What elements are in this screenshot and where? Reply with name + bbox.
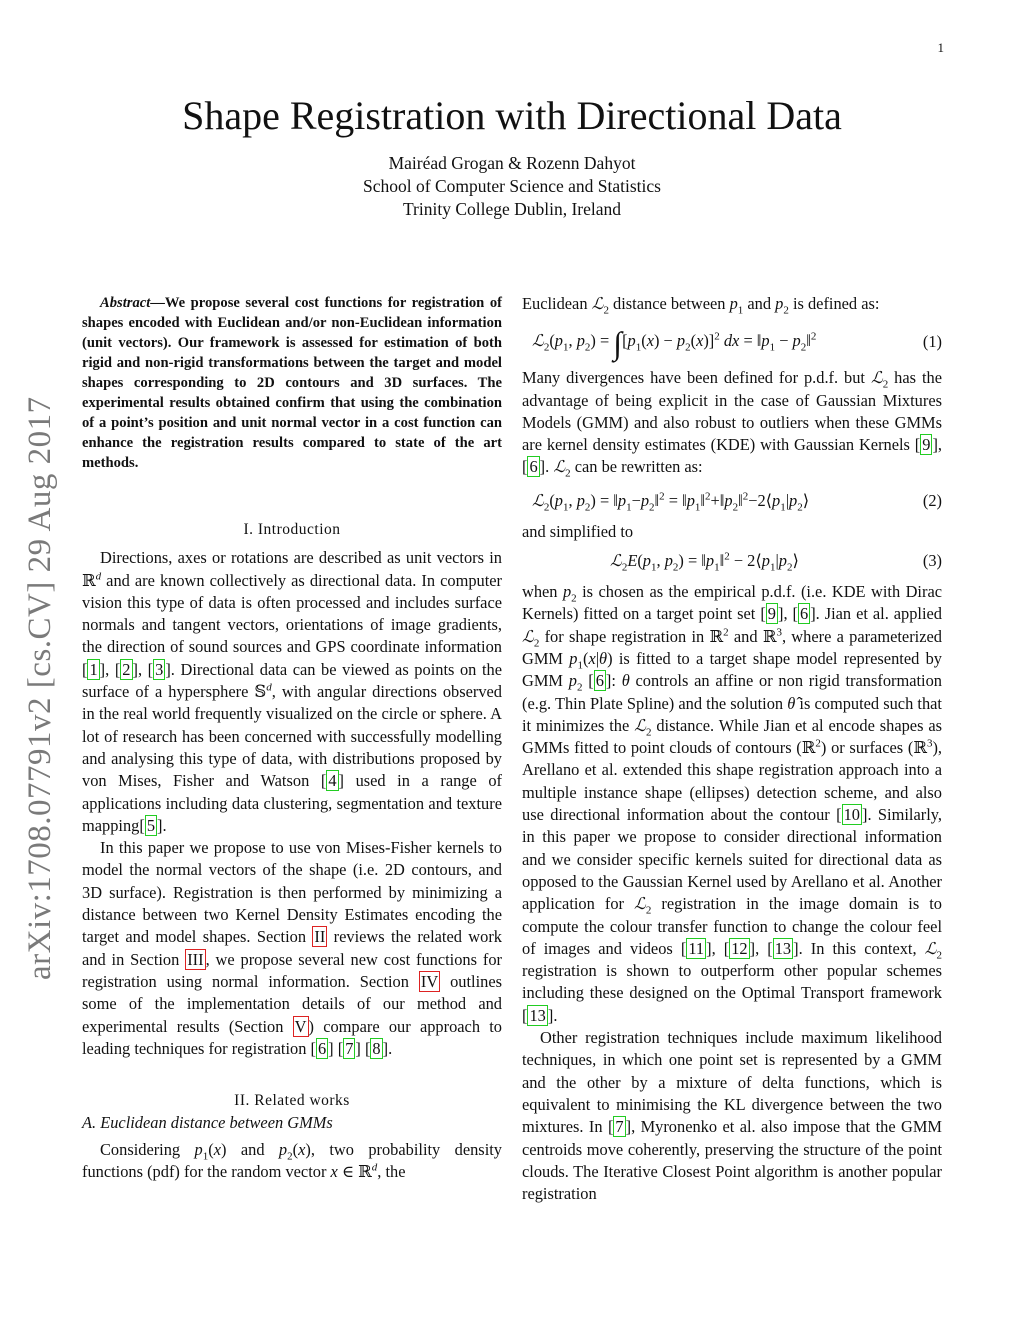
l2-definition-intro: Euclidean ℒ$_2$ distance between $p_1$ and $p_2$ is defined as: [522, 294, 880, 317]
section-link[interactable]: III [187, 949, 204, 969]
citation-link[interactable]: 9 [922, 435, 931, 455]
subsection-heading-euclidean: A. Euclidean distance between GMMs [82, 1113, 333, 1133]
author-institution: Trinity College Dublin, Ireland [402, 199, 622, 219]
section-link[interactable]: IV [420, 971, 439, 991]
section-link[interactable]: II [314, 927, 326, 947]
arxiv-identifier-stamp: arXiv:1708.07791v2 [cs.CV] 29 Aug 2017 [22, 396, 58, 980]
equation-1: $ℒ_2(p_1$, $p_2) = \int[p_1(x) - p_2(x)]^2$ dx = $‖p_1$ − $p_2‖^2$ (1) [532, 325, 942, 362]
citation-link[interactable]: 6 [529, 457, 538, 477]
section-link[interactable]: V [294, 1016, 307, 1036]
section-heading-related-works: II. Related works [234, 1092, 350, 1110]
citation-link[interactable]: 4 [328, 771, 337, 791]
citation-link[interactable]: 10 [843, 805, 860, 825]
equation-2: $ℒ_2(p_1$, $p_2$) = $‖p_1-p_2‖^2$ = $‖p_1‖^2+‖p_2‖^2-2⟨p_1|p_2⟩$ (2) [532, 490, 942, 513]
intro-paragraph-1: Directions, axes or rotations are described as unit vectors in ℝ$^d$ and are known collectively as directional data. In computer vision this type of data is often processed and includes surface normals and tangent vectors, orientations of image gradients, the direction of sound sources and GPS coordinate information [ 1 ], [ 2 ], [ 3 ]. Directional data can be viewed as points on the surface of a hypersphere 𝕊$^d$, with angular directions observed in the real world frequently visualized on the circle or sphere. A lot of research has been concerned with successfully modelling and analysing this type of data, with distributions proposed by von Mises, Fisher and Watson [ 4 ] used in a range of applications including data clustering, segmentation and texture mapping[ 5 ]. [82, 548, 502, 835]
related-paragraph-1: Considering $p_1(x)$ and $p_2(x)$, two probability density functions (pdf) for the random vector x ∈ ℝ$^d$, the [82, 1139, 502, 1182]
abstract [82, 293, 502, 473]
paper-title: Shape Registration with Directional Data [182, 93, 842, 138]
citation-link[interactable]: 3 [155, 659, 164, 679]
abstract-label: Abstract [100, 295, 151, 311]
citation-link[interactable]: 6 [317, 1038, 327, 1058]
right-column [522, 293, 942, 1205]
citation-link[interactable]: 13 [774, 938, 792, 958]
citation-link[interactable]: 5 [146, 815, 156, 835]
author-names: Mairéad Grogan & Rozenn Dahyot [388, 153, 636, 173]
section-heading-introduction: I. Introduction [243, 521, 341, 538]
citation-link[interactable]: 9 [767, 604, 776, 624]
equation-number: (2) [922, 490, 942, 510]
author-school: School of Computer Science and Statistics [363, 176, 661, 196]
jian-paragraph: when $p_2$ is chosen as the empirical p.d.f. (i.e. KDE with Dirac Kernels) fitted on a target point set [ 9 ], [ 6 ]. Jian et al. applied ℒ$_2$ for shape registration in ℝ$^2$ and ℝ$^3$, where a parameterized GMM $p_1(x|\theta)$ is fitted to a target shape model represented by GMM $p_2$ [ 6 ]: θ controls an affine or non rigid transformation (e.g. Thin Plate Spline) and the solution θ̂ is computed such that it minimizes the ℒ$_2$ distance. While Jian et al encode shapes as GMMs fitted to point clouds of contours (ℝ$^2$) or surfaces (ℝ$^3$), Arellano et al. extended this shape registration approach into a multiple instance shape (ellipses) detection scheme, and also use directional information about the contour [ 10 ]. Similarly, in this paper we propose to consider directional information and we consider specific kernels suited for directional data as opposed to the Gaussian Kernel used by Arellano et al. Another application for ℒ$_2$ registration in the image domain is to compute the colour transfer function to change the colour feel of images and videos [ 11 ], [ 12 ], [ 13 ]. In this context, ℒ$_2$ registration is shown to outperform other popular schemes including these designed on the Optimal Transport framework [ 13 ]. [522, 582, 943, 1025]
equation-number: (3) [922, 550, 942, 570]
simplified-text: and simplified to [522, 521, 634, 541]
citation-link[interactable]: 8 [372, 1038, 381, 1058]
citation-link[interactable]: 6 [799, 604, 809, 624]
citation-link[interactable]: 1 [89, 659, 98, 679]
citation-link[interactable]: 7 [615, 1117, 624, 1137]
divergence-paragraph: Many divergences have been defined for p.d.f. but ℒ$_2$ has the advantage of being explicit in the case of Gaussian Mixtures Models (GMM) and also robust to outliers when these GMMs are kernel density estimates (KDE) with Gaussian Kernels [ 9 ], [ 6 ]. ℒ$_2$ can be rewritten as: [522, 368, 942, 480]
left-column [82, 293, 502, 1183]
abstract-text: —We propose several cost functions for registration of shapes encoded with Euclidean and/or non-Euclidean information (unit vectors). Our framework is assessed for estimation of both rigid and non-rigid transformations between the target and model shapes corresponding to 2D contours and 3D surfaces. The experimental results obtained confirm that using the combination of a point’s position and unit normal vector in a cost function can enhance the registration results compared to state of the art methods. [82, 295, 502, 471]
citation-link[interactable]: 7 [345, 1038, 354, 1058]
page-number: 1 [937, 40, 944, 55]
other-registration-paragraph: Other registration techniques include maximum likelihood techniques, in which one point set is represented by a GMM and the other by a mixture of delta functions, which is equivalent to minimising the KL divergence between the two mixtures. In [ 7 ], Myronenko et al. also impose that the GMM centroids move coherently, preserving the structure of the point clouds. The Iterative Closest Point algorithm is another popular registration [522, 1028, 943, 1204]
equation-number: (1) [922, 332, 942, 352]
citation-link[interactable]: 6 [595, 671, 604, 691]
equation-3: $ℒ_2E(p_1$, $p_2$) = $‖p_1‖^2$ − $2⟨p_1|p_2⟩$ (3) [610, 550, 942, 574]
citation-link[interactable]: 13 [529, 1005, 546, 1025]
citation-link[interactable]: 2 [122, 659, 131, 679]
intro-paragraph-2: In this paper we propose to use von Mises-Fisher kernels to model the normal vectors of the shape (i.e. 2D contours, and 3D surface). Registration is then performed by minimizing a distance between two Kernel Density Estimates encoding the target and model shapes. Section II reviews the related work and in Section III , we propose several new cost functions for registration using normal information. Section IV outlines some of the implementation details of our method and experimental results (Section V ) compare our approach to leading techniques for registration [ 6 ] [ 7 ] [ 8 ]. [82, 838, 502, 1058]
citation-link[interactable]: 11 [688, 938, 705, 958]
author-block [0, 152, 1024, 221]
citation-link[interactable]: 12 [731, 938, 748, 958]
